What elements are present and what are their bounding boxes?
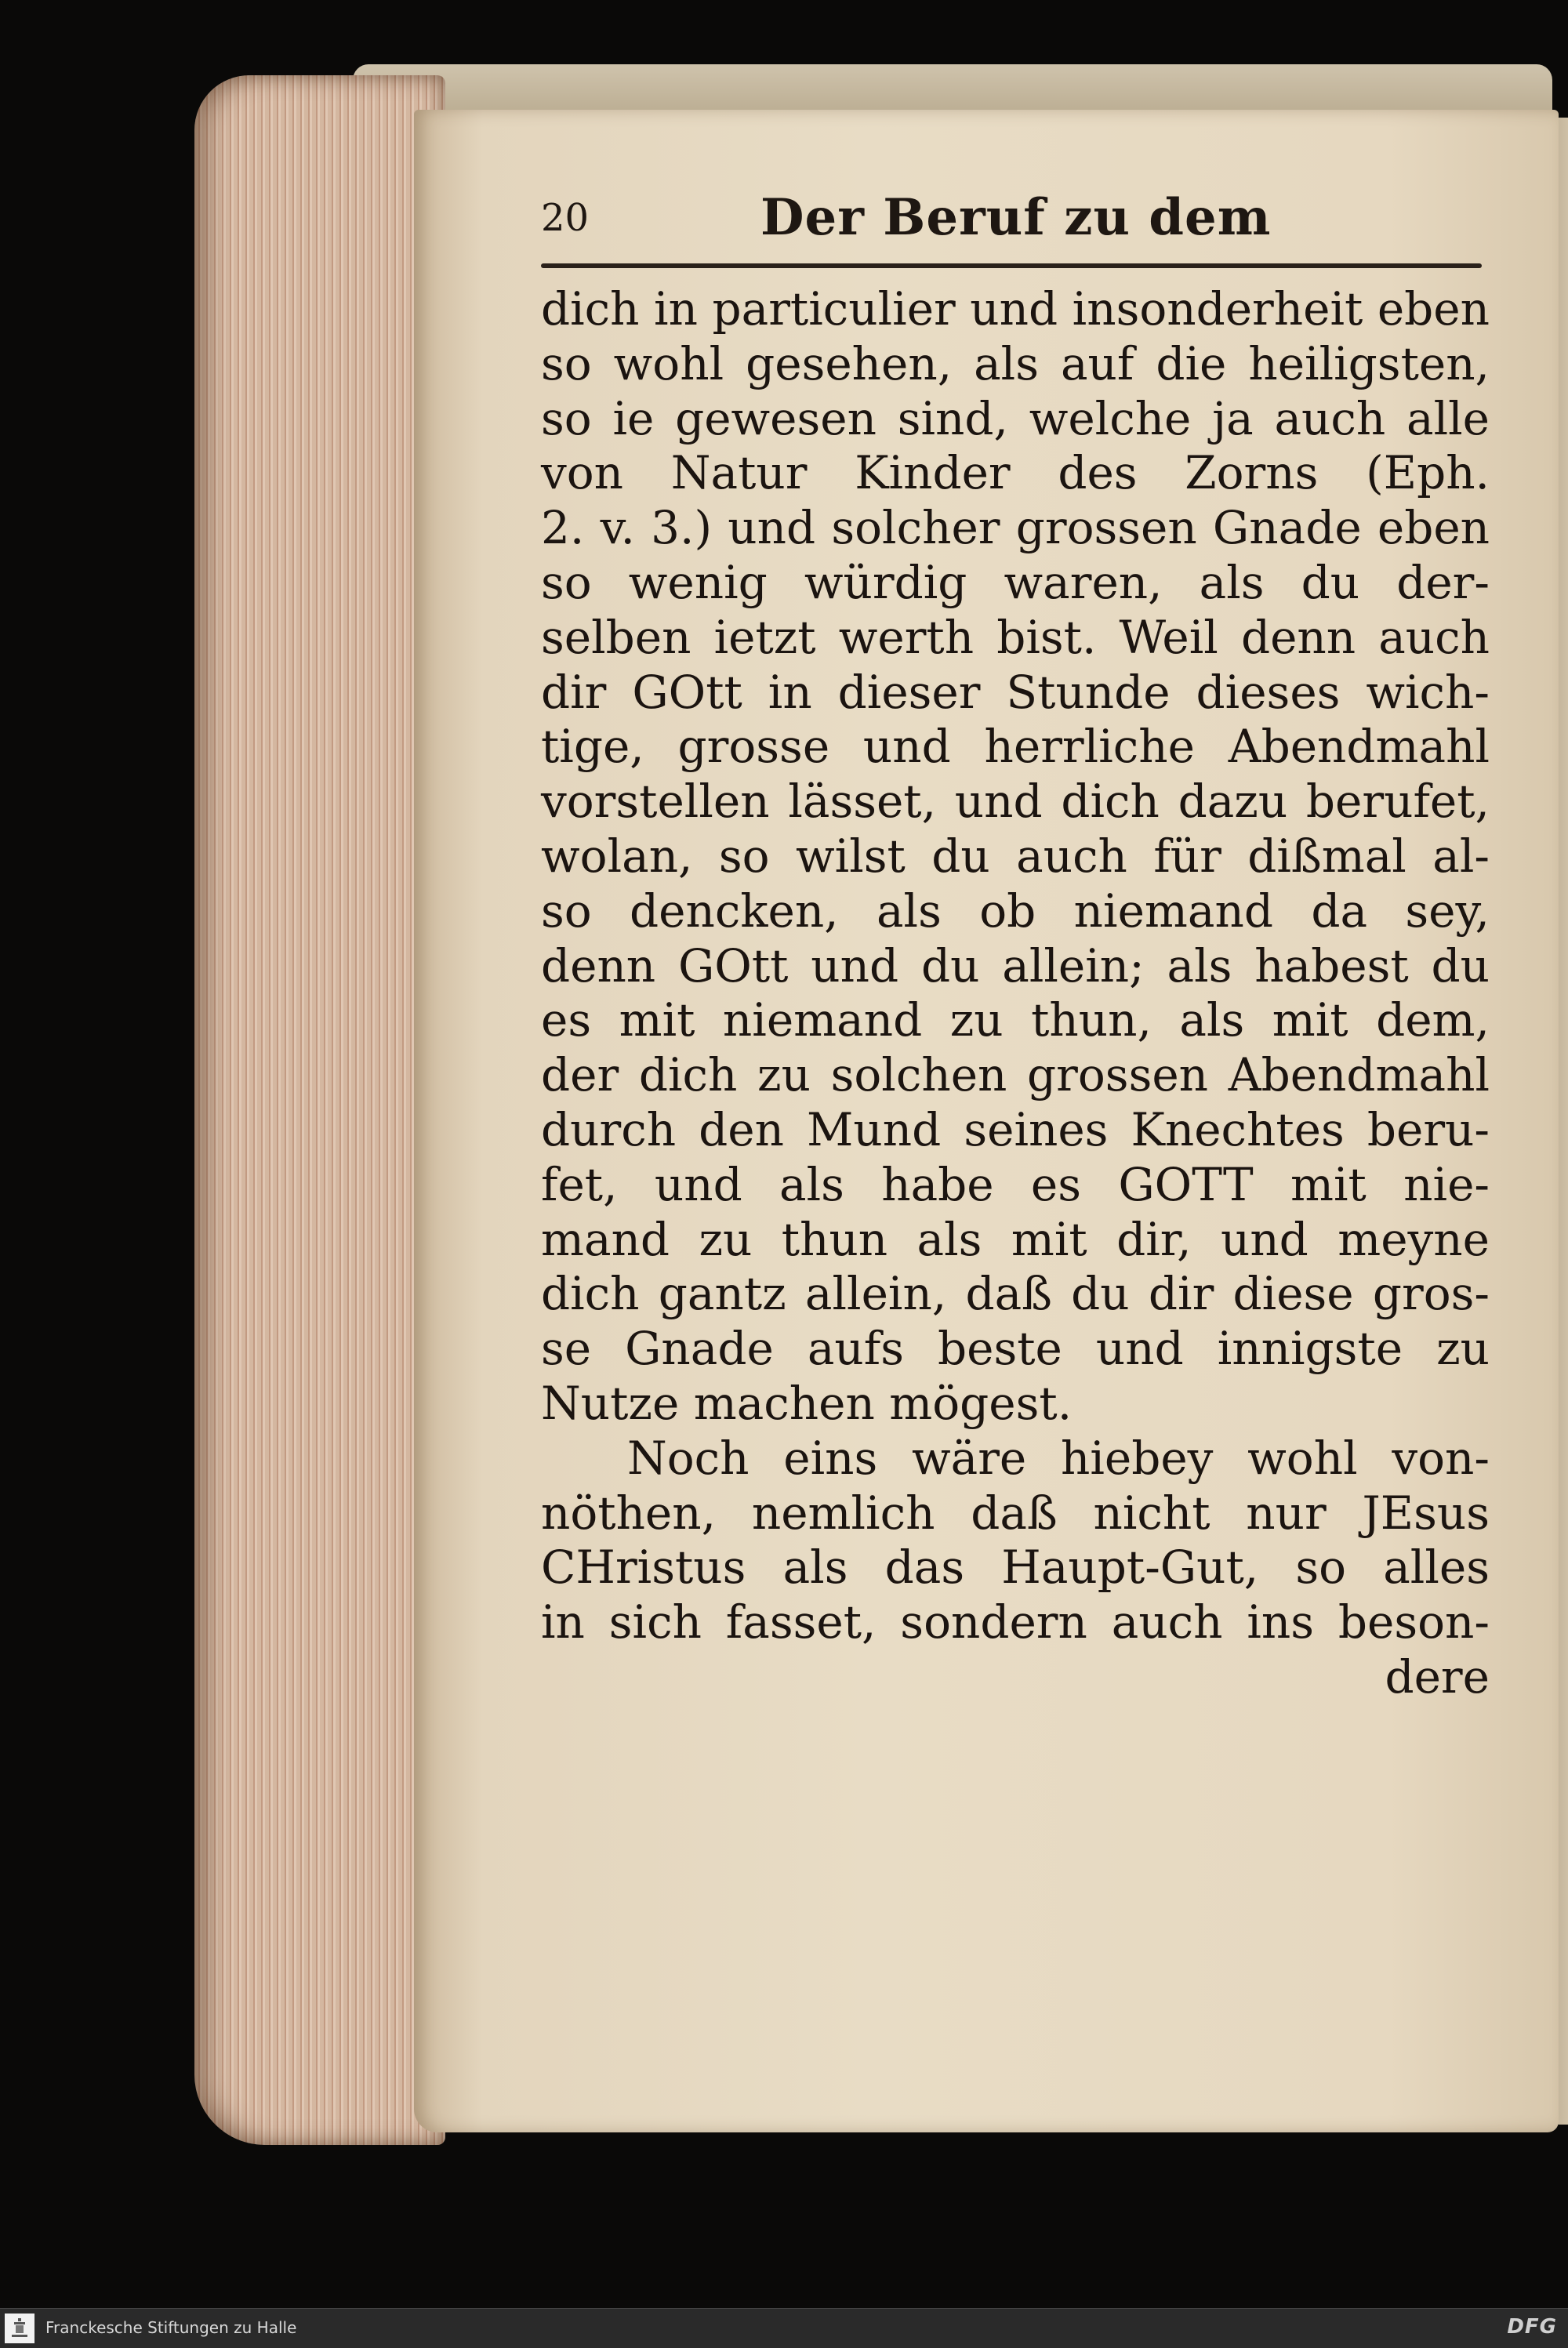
text-line: der dich zu solchen grossen Abendmahl [541,1048,1490,1102]
page-body-text [541,282,1490,1705]
running-head: Der Beruf zu dem [760,188,1272,247]
text-line: se Gnade aufs beste und innigste zu [541,1322,1490,1376]
book-fore-edge [194,75,445,2145]
text-line: durch den Mund seines Knechtes beru- [541,1102,1490,1156]
text-line: tige, grosse und herrliche Abendmahl [541,720,1490,774]
text-line: mand zu thun als mit dir, und meyne [541,1212,1490,1266]
text-line: vorstellen lässet, und dich dazu berufet, [541,775,1490,829]
viewer-footer-bar [0,2308,1568,2348]
text-line: denn GOtt und du allein; als habest du [541,938,1490,993]
text-line: dich in particulier und insonderheit eben [541,282,1490,336]
dfg-badge: DFG [1507,2315,1557,2339]
text-line: es mit niemand zu thun, als mit dem, [541,993,1490,1047]
text-line: so dencken, als ob niemand da sey, [541,884,1490,938]
text-line: so wenig würdig waren, als du der- [541,555,1490,609]
text-line: so ie gewesen sind, welche ja auch alle [541,391,1490,445]
text-line-paragraph-start: Noch eins wäre hiebey wohl von- [627,1431,1490,1485]
header-rule [541,263,1482,268]
institution-name: Franckesche Stiftungen zu Halle [45,2318,297,2337]
text-line: Nutze machen mögest. [541,1376,1073,1430]
institution-logo-icon [5,2314,34,2343]
text-line: von Natur Kinder des Zorns (Eph. [541,446,1490,500]
text-line: so wohl gesehen, als auf die heiligsten, [541,336,1490,390]
text-line: CHristus als das Haupt-Gut, so alles [541,1541,1490,1595]
catchword: dere [1385,1649,1490,1704]
text-line: wolan, so wilst du auch für dißmal al- [541,829,1490,883]
text-line: 2. v. 3.) und solcher grossen Gnade eben [541,501,1490,555]
text-line: dich gantz allein, daß du dir diese gros- [541,1267,1490,1321]
text-line: nöthen, nemlich daß nicht nur JEsus [541,1486,1490,1540]
page-number: 20 [541,196,590,240]
text-line: fet, und als habe es GOTT mit nie- [541,1157,1490,1211]
text-line: selben ietzt werth bist. Weil denn auch [541,610,1490,664]
text-line: dir GOtt in dieser Stunde dieses wich- [541,665,1490,719]
text-line: in sich fasset, sondern auch ins beson- [541,1595,1490,1649]
page-header [541,188,1482,251]
